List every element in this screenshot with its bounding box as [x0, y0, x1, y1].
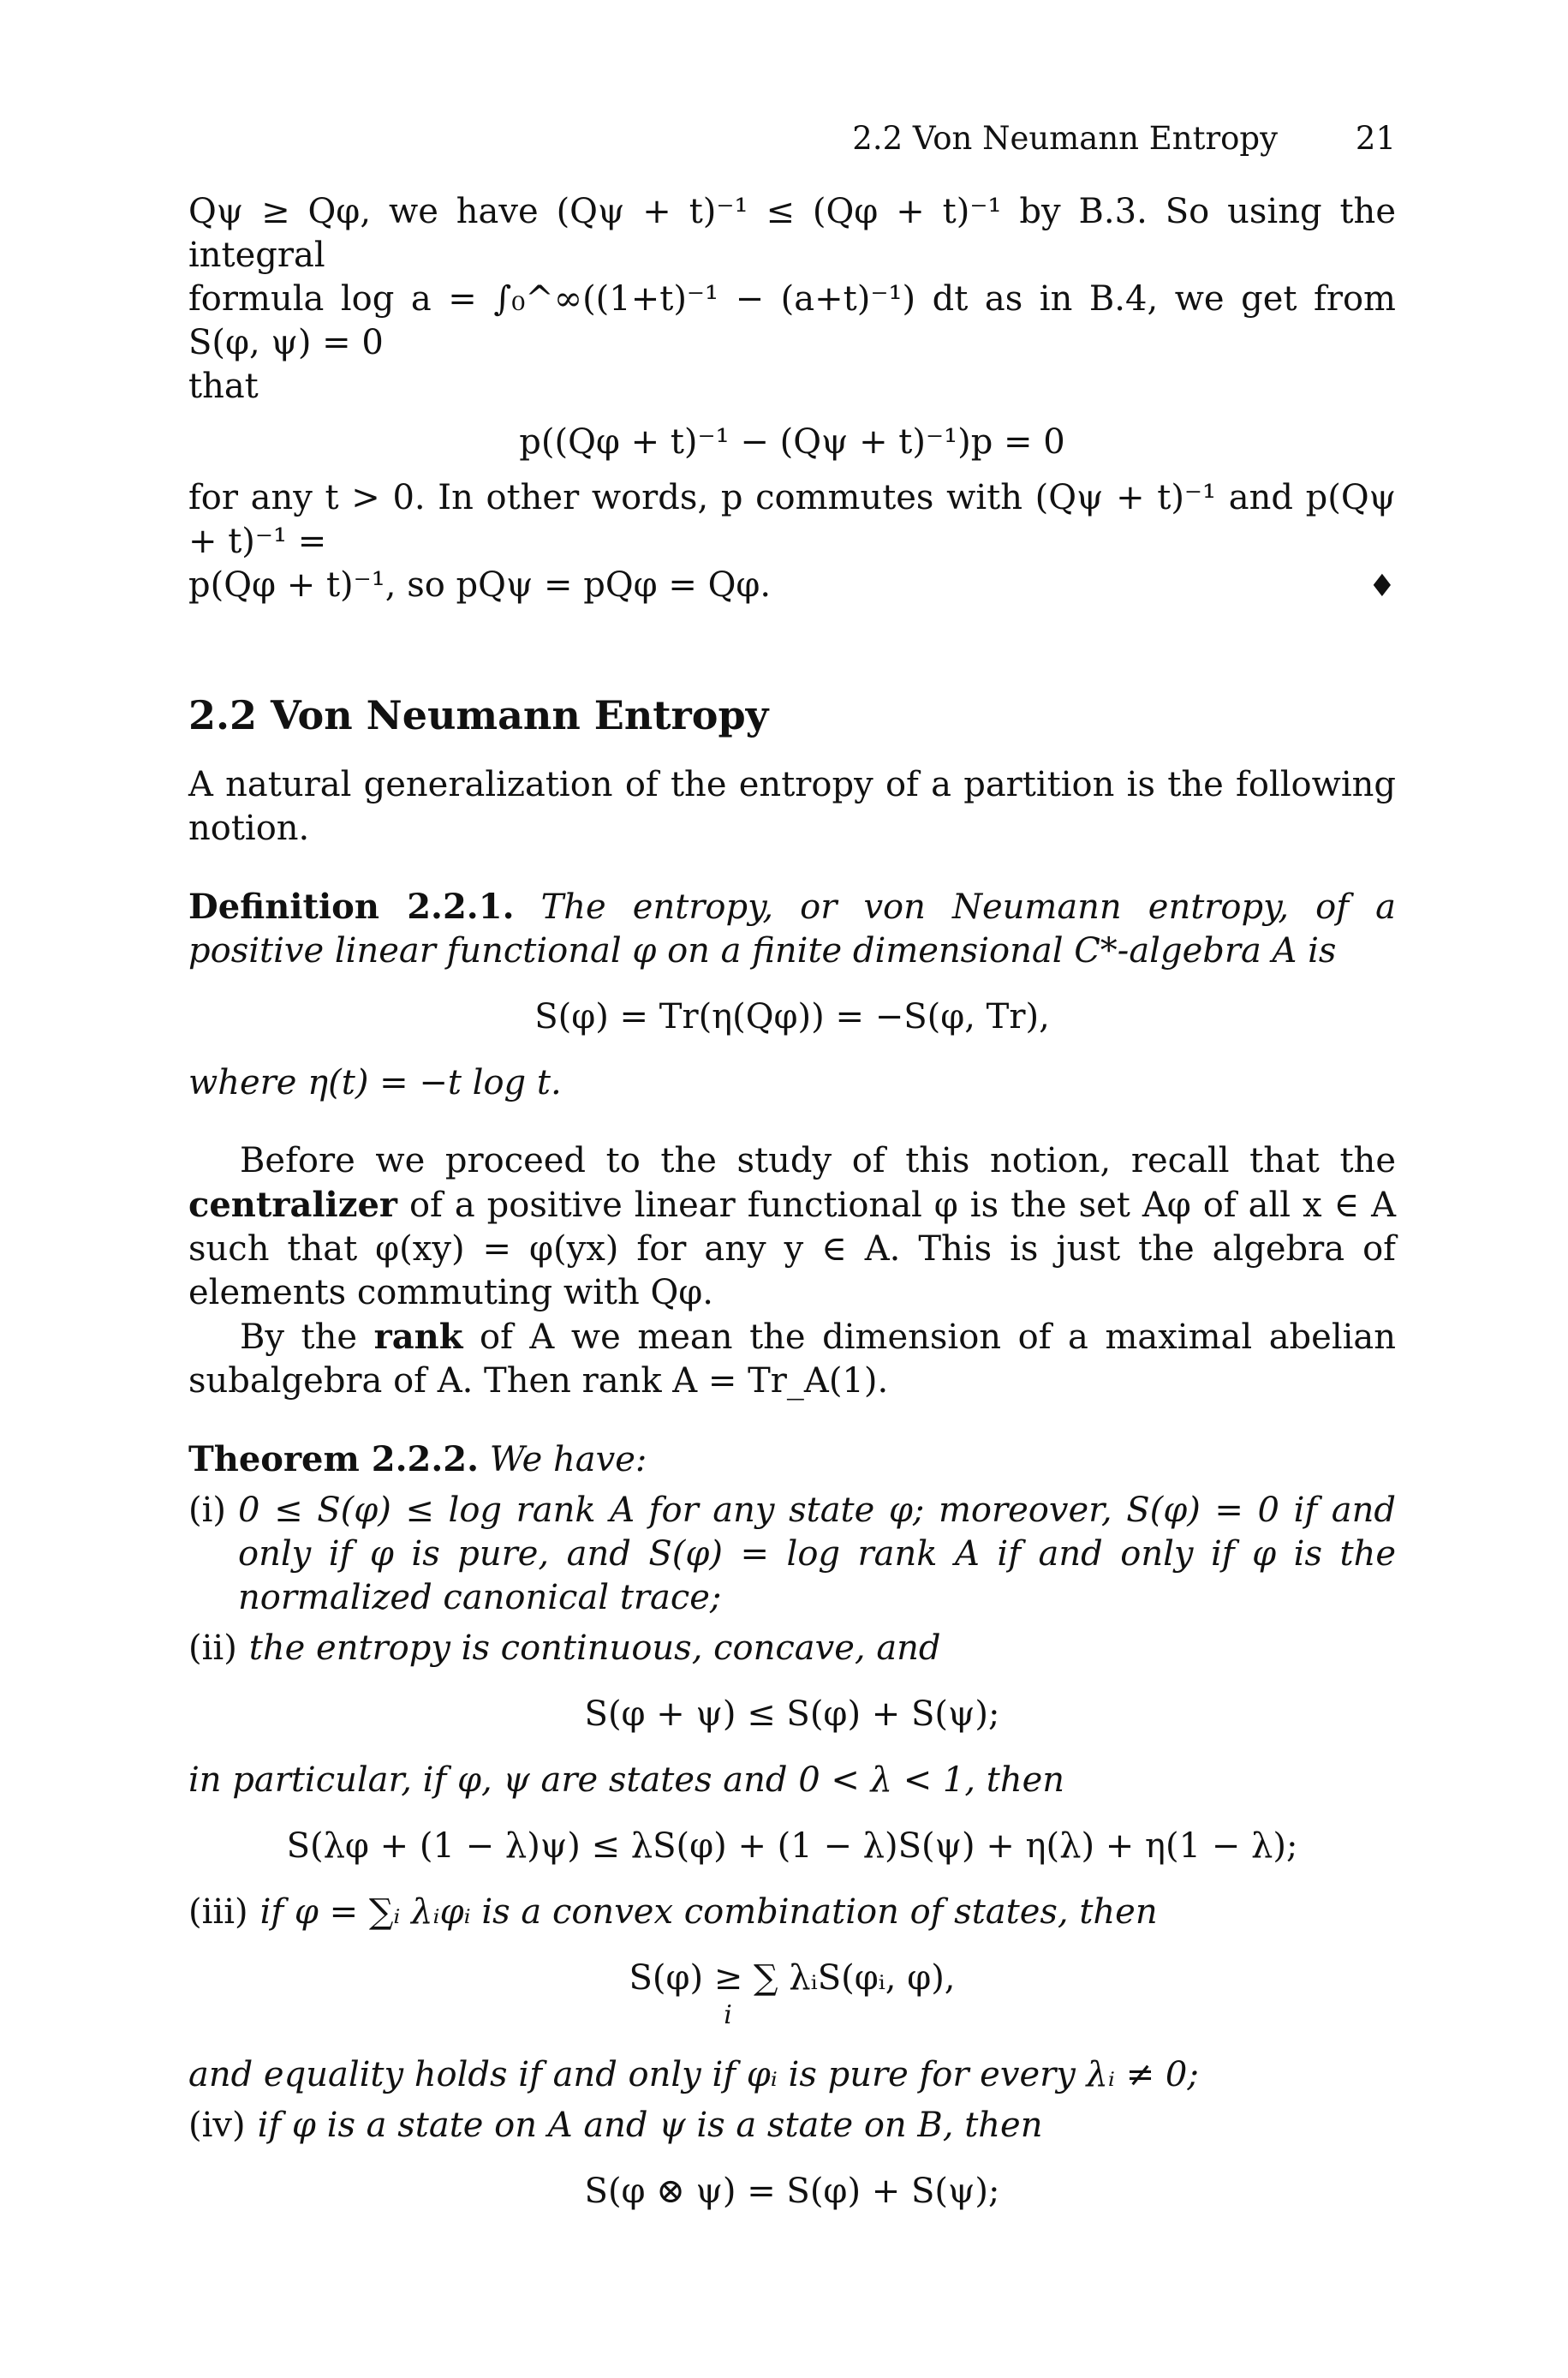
definition-where: where η(t) = −t log t. [188, 1063, 562, 1102]
rank-pre: By the [240, 1317, 358, 1357]
convex-equation-stack [629, 1957, 955, 2031]
convex-combination-equation [188, 1957, 1396, 2031]
item-text: if φ = ∑ᵢ λᵢφᵢ is a convex combination of states, then [259, 1892, 1158, 1932]
definition-text-1: The entropy, or von Neumann entropy, of a positive linear [188, 887, 1396, 971]
proof-line-4: for any t > 0. In other words, p commutes with (Qψ + t)⁻¹ and p(Qψ + t)⁻¹ = [188, 478, 1396, 561]
proof-line-5: p(Qφ + t)⁻¹, so pQψ = pQφ = Qφ. [188, 565, 772, 605]
qed-diamond-icon: ♦ [1368, 569, 1396, 604]
centralizer-term: centralizer [188, 1185, 397, 1225]
definition-equation: S(φ) = Tr(η(Qφ)) = −S(φ, Tr), [534, 997, 1050, 1037]
item-label: (iii) [188, 1892, 248, 1932]
item-label: (iv) [188, 2106, 246, 2145]
theorem-item-i [188, 1489, 1396, 1620]
definition-block [188, 885, 1396, 973]
page-number: 21 [1355, 120, 1396, 157]
theorem-item-iii [188, 1891, 1396, 1934]
equality-note: and equality holds if and only if φᵢ is pure for every λᵢ ≠ 0; [188, 2055, 1199, 2094]
sum-index: i [724, 2000, 732, 2030]
item-label: (i) [188, 1491, 227, 1530]
page-header [188, 120, 1396, 163]
section-intro: A natural generalization of the entropy of a partition is the following notion. [188, 765, 1396, 848]
item-label: (ii) [188, 1628, 237, 1668]
page-body [188, 190, 1396, 2236]
proof-line-1: Qψ ≥ Qφ, we have (Qψ + t)⁻¹ ≤ (Qφ + t)⁻¹ by B.3. So using the integral [188, 192, 1396, 275]
proof-line-2: formula log a = ∫₀^∞((1+t)⁻¹ − (a+t)⁻¹) dt as in B.4, we get from S(φ, ψ) = 0 [188, 279, 1396, 362]
item-text: if φ is a state on A and ψ is a state on B, then [257, 2106, 1043, 2145]
theorem-label: Theorem 2.2.2. [188, 1439, 480, 1479]
section-heading: 2.2 Von Neumann Entropy [188, 692, 769, 738]
rank-post: of A we mean the dimension of a maximal abelian subalgebra of A. Then rank A = Tr_A(1). [188, 1317, 1397, 1401]
item-text: the entropy is continuous, concave, and [248, 1628, 941, 1668]
centralizer-paragraph [188, 1139, 1396, 1315]
theorem-intro: We have: [489, 1440, 647, 1479]
theorem-item-iv [188, 2104, 1396, 2148]
rank-term: rank [373, 1317, 463, 1357]
tensor-equation: S(φ ⊗ ψ) = S(φ) + S(ψ); [584, 2172, 1000, 2211]
item-text: 0 ≤ S(φ) ≤ log rank A for any state φ; moreover, S(φ) = 0 if and only if φ is pure, and S(φ) = log rank A if and only if φ is the normalized canonical trace; [238, 1491, 1396, 1617]
in-particular-text: in particular, if φ, ψ are states and 0 < λ < 1, then [188, 1760, 1065, 1800]
definition-text-2: functional φ on a finite dimensional C*-algebra A is [446, 931, 1337, 971]
proof-last-line [188, 564, 1396, 608]
running-title: 2.2 Von Neumann Entropy [852, 120, 1278, 157]
centralizer-pre: Before we proceed to the study of this notion, recall that the [240, 1141, 1396, 1180]
rank-paragraph [188, 1315, 1396, 1403]
centralizer-post: of a positive linear functional φ is the set Aφ of all x ∈ A such that φ(xy) = φ(yx) for any y ∈ A. This is just the algebra of elements commuting with Qφ. [188, 1186, 1396, 1312]
theorem-item-ii [188, 1627, 1396, 1670]
concavity-equation: S(λφ + (1 − λ)ψ) ≤ λS(φ) + (1 − λ)S(ψ) + η(λ) + η(1 − λ); [286, 1826, 1298, 1866]
proof-line-3: that [188, 367, 259, 406]
subadditivity-equation: S(φ + ψ) ≤ S(φ) + S(ψ); [584, 1694, 1000, 1734]
convex-equation-main: S(φ) ≥ ∑ λᵢS(φᵢ, φ), [629, 1958, 956, 1998]
definition-label: Definition 2.2.1. [188, 887, 515, 927]
theorem-heading [188, 1437, 1396, 1482]
proof-equation: p((Qφ + t)⁻¹ − (Qψ + t)⁻¹)p = 0 [519, 422, 1065, 462]
